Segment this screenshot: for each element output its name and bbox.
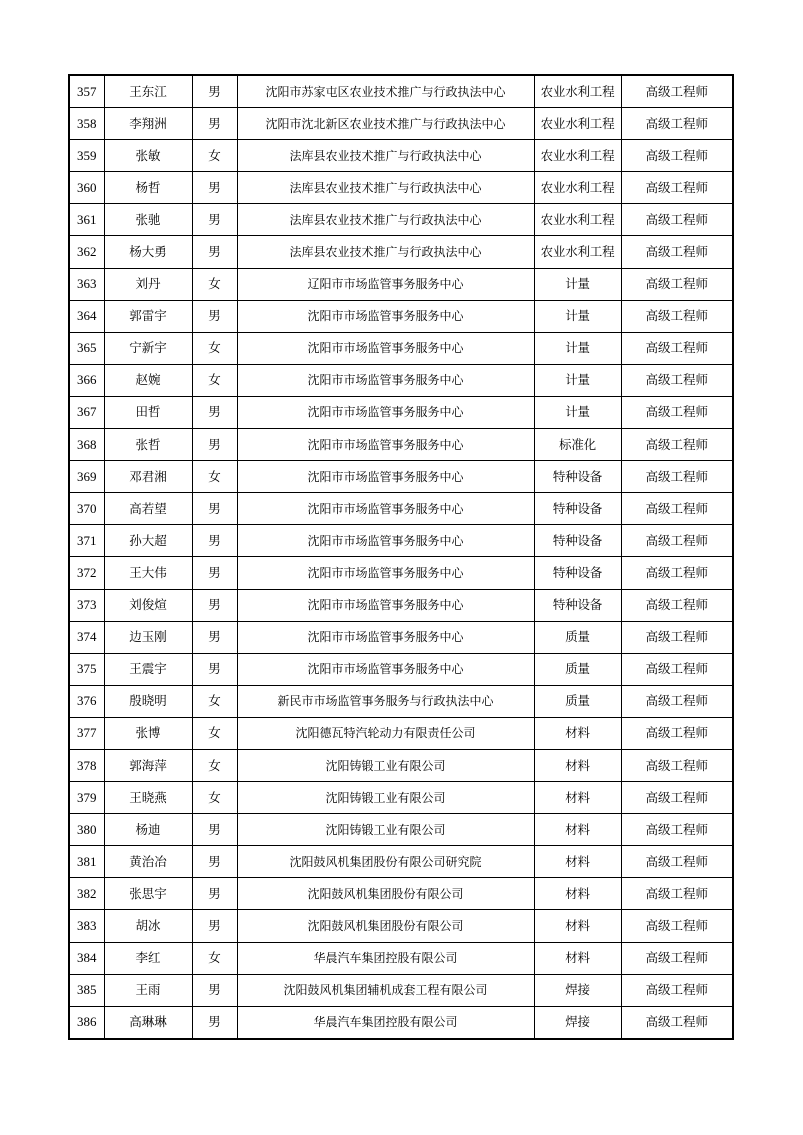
gender-cell: 男: [192, 814, 237, 846]
specialty-cell: 计量: [534, 396, 621, 428]
serial-number-cell: 384: [69, 942, 104, 974]
name-cell: 杨哲: [104, 172, 192, 204]
table-row: [69, 942, 733, 974]
specialty-cell: 材料: [534, 846, 621, 878]
specialty-cell: 焊接: [534, 1006, 621, 1039]
gender-cell: 女: [192, 461, 237, 493]
organization-cell: 法库县农业技术推广与行政执法中心: [237, 204, 534, 236]
specialty-cell: 材料: [534, 814, 621, 846]
name-cell: 张敏: [104, 140, 192, 172]
table-row: [69, 493, 733, 525]
gender-cell: 女: [192, 942, 237, 974]
organization-cell: 沈阳市市场监管事务服务中心: [237, 396, 534, 428]
organization-cell: 沈阳铸锻工业有限公司: [237, 782, 534, 814]
organization-cell: 沈阳市市场监管事务服务中心: [237, 332, 534, 364]
serial-number-cell: 361: [69, 204, 104, 236]
serial-number-cell: 385: [69, 974, 104, 1006]
serial-number-cell: 366: [69, 364, 104, 396]
serial-number-cell: 365: [69, 332, 104, 364]
table-row: [69, 782, 733, 814]
title-cell: 高级工程师: [621, 493, 733, 525]
serial-number-cell: 376: [69, 685, 104, 717]
organization-cell: 沈阳铸锻工业有限公司: [237, 814, 534, 846]
table-row: [69, 910, 733, 942]
organization-cell: 沈阳鼓风机集团股份有限公司: [237, 910, 534, 942]
gender-cell: 男: [192, 525, 237, 557]
name-cell: 黄治冶: [104, 846, 192, 878]
gender-cell: 男: [192, 172, 237, 204]
name-cell: 高琳琳: [104, 1006, 192, 1039]
serial-number-cell: 373: [69, 589, 104, 621]
serial-number-cell: 359: [69, 140, 104, 172]
organization-cell: 沈阳鼓风机集团股份有限公司研究院: [237, 846, 534, 878]
table-row: [69, 653, 733, 685]
title-cell: 高级工程师: [621, 557, 733, 589]
specialty-cell: 材料: [534, 910, 621, 942]
serial-number-cell: 370: [69, 493, 104, 525]
organization-cell: 新民市市场监管事务服务与行政执法中心: [237, 685, 534, 717]
table-row: [69, 717, 733, 749]
name-cell: 王晓燕: [104, 782, 192, 814]
gender-cell: 男: [192, 974, 237, 1006]
name-cell: 孙大超: [104, 525, 192, 557]
gender-cell: 女: [192, 717, 237, 749]
title-cell: 高级工程师: [621, 1006, 733, 1039]
gender-cell: 女: [192, 364, 237, 396]
title-cell: 高级工程师: [621, 846, 733, 878]
organization-cell: 沈阳鼓风机集团辅机成套工程有限公司: [237, 974, 534, 1006]
title-cell: 高级工程师: [621, 172, 733, 204]
table-row: [69, 974, 733, 1006]
title-cell: 高级工程师: [621, 749, 733, 781]
specialty-cell: 特种设备: [534, 589, 621, 621]
serial-number-cell: 383: [69, 910, 104, 942]
gender-cell: 男: [192, 396, 237, 428]
title-cell: 高级工程师: [621, 461, 733, 493]
serial-number-cell: 357: [69, 75, 104, 108]
specialty-cell: 材料: [534, 878, 621, 910]
table-row: [69, 846, 733, 878]
table-row: [69, 396, 733, 428]
table-row: [69, 204, 733, 236]
organization-cell: 沈阳市市场监管事务服务中心: [237, 300, 534, 332]
specialty-cell: 农业水利工程: [534, 236, 621, 268]
table-row: [69, 268, 733, 300]
specialty-cell: 农业水利工程: [534, 172, 621, 204]
table-row: [69, 300, 733, 332]
gender-cell: 男: [192, 878, 237, 910]
organization-cell: 沈阳市苏家屯区农业技术推广与行政执法中心: [237, 75, 534, 108]
organization-cell: 华晨汽车集团控股有限公司: [237, 942, 534, 974]
table-row: [69, 108, 733, 140]
serial-number-cell: 381: [69, 846, 104, 878]
table-row: [69, 140, 733, 172]
serial-number-cell: 374: [69, 621, 104, 653]
title-cell: 高级工程师: [621, 910, 733, 942]
organization-cell: 沈阳市市场监管事务服务中心: [237, 525, 534, 557]
name-cell: 邓君湘: [104, 461, 192, 493]
table-row: [69, 236, 733, 268]
serial-number-cell: 377: [69, 717, 104, 749]
personnel-table-body: [69, 75, 733, 1039]
name-cell: 赵婉: [104, 364, 192, 396]
personnel-table: [68, 74, 734, 1040]
name-cell: 李红: [104, 942, 192, 974]
table-row: [69, 814, 733, 846]
serial-number-cell: 380: [69, 814, 104, 846]
title-cell: 高级工程师: [621, 589, 733, 621]
name-cell: 张驰: [104, 204, 192, 236]
organization-cell: 法库县农业技术推广与行政执法中心: [237, 236, 534, 268]
gender-cell: 男: [192, 910, 237, 942]
title-cell: 高级工程师: [621, 782, 733, 814]
name-cell: 张哲: [104, 429, 192, 461]
name-cell: 郭海萍: [104, 749, 192, 781]
organization-cell: 沈阳市市场监管事务服务中心: [237, 557, 534, 589]
table-row: [69, 525, 733, 557]
specialty-cell: 计量: [534, 364, 621, 396]
gender-cell: 男: [192, 493, 237, 525]
title-cell: 高级工程师: [621, 300, 733, 332]
name-cell: 杨迪: [104, 814, 192, 846]
name-cell: 刘俊煊: [104, 589, 192, 621]
serial-number-cell: 378: [69, 749, 104, 781]
specialty-cell: 特种设备: [534, 493, 621, 525]
gender-cell: 男: [192, 846, 237, 878]
title-cell: 高级工程师: [621, 974, 733, 1006]
name-cell: 殷晓明: [104, 685, 192, 717]
specialty-cell: 特种设备: [534, 461, 621, 493]
organization-cell: 华晨汽车集团控股有限公司: [237, 1006, 534, 1039]
organization-cell: 辽阳市市场监管事务服务中心: [237, 268, 534, 300]
organization-cell: 沈阳市市场监管事务服务中心: [237, 429, 534, 461]
specialty-cell: 计量: [534, 268, 621, 300]
gender-cell: 男: [192, 300, 237, 332]
gender-cell: 女: [192, 332, 237, 364]
name-cell: 王东江: [104, 75, 192, 108]
organization-cell: 法库县农业技术推广与行政执法中心: [237, 172, 534, 204]
specialty-cell: 特种设备: [534, 525, 621, 557]
specialty-cell: 特种设备: [534, 557, 621, 589]
table-row: [69, 332, 733, 364]
title-cell: 高级工程师: [621, 814, 733, 846]
title-cell: 高级工程师: [621, 525, 733, 557]
organization-cell: 法库县农业技术推广与行政执法中心: [237, 140, 534, 172]
name-cell: 胡冰: [104, 910, 192, 942]
organization-cell: 沈阳市市场监管事务服务中心: [237, 461, 534, 493]
title-cell: 高级工程师: [621, 140, 733, 172]
serial-number-cell: 382: [69, 878, 104, 910]
name-cell: 宁新宇: [104, 332, 192, 364]
serial-number-cell: 386: [69, 1006, 104, 1039]
specialty-cell: 计量: [534, 332, 621, 364]
gender-cell: 女: [192, 140, 237, 172]
serial-number-cell: 375: [69, 653, 104, 685]
serial-number-cell: 379: [69, 782, 104, 814]
name-cell: 王震宇: [104, 653, 192, 685]
organization-cell: 沈阳市市场监管事务服务中心: [237, 653, 534, 685]
serial-number-cell: 367: [69, 396, 104, 428]
serial-number-cell: 363: [69, 268, 104, 300]
gender-cell: 男: [192, 653, 237, 685]
title-cell: 高级工程师: [621, 268, 733, 300]
specialty-cell: 农业水利工程: [534, 75, 621, 108]
name-cell: 郭雷宇: [104, 300, 192, 332]
organization-cell: 沈阳铸锻工业有限公司: [237, 749, 534, 781]
organization-cell: 沈阳市市场监管事务服务中心: [237, 493, 534, 525]
table-row: [69, 878, 733, 910]
table-row: [69, 557, 733, 589]
name-cell: 田哲: [104, 396, 192, 428]
name-cell: 杨大勇: [104, 236, 192, 268]
table-row: [69, 429, 733, 461]
serial-number-cell: 372: [69, 557, 104, 589]
title-cell: 高级工程师: [621, 108, 733, 140]
specialty-cell: 焊接: [534, 974, 621, 1006]
table-row: [69, 749, 733, 781]
organization-cell: 沈阳德瓦特汽轮动力有限责任公司: [237, 717, 534, 749]
organization-cell: 沈阳市市场监管事务服务中心: [237, 621, 534, 653]
table-row: [69, 364, 733, 396]
name-cell: 王大伟: [104, 557, 192, 589]
serial-number-cell: 364: [69, 300, 104, 332]
gender-cell: 女: [192, 782, 237, 814]
title-cell: 高级工程师: [621, 396, 733, 428]
table-row: [69, 589, 733, 621]
specialty-cell: 农业水利工程: [534, 108, 621, 140]
serial-number-cell: 358: [69, 108, 104, 140]
title-cell: 高级工程师: [621, 653, 733, 685]
specialty-cell: 农业水利工程: [534, 204, 621, 236]
name-cell: 王雨: [104, 974, 192, 1006]
title-cell: 高级工程师: [621, 236, 733, 268]
name-cell: 张博: [104, 717, 192, 749]
title-cell: 高级工程师: [621, 878, 733, 910]
organization-cell: 沈阳鼓风机集团股份有限公司: [237, 878, 534, 910]
gender-cell: 女: [192, 749, 237, 781]
gender-cell: 女: [192, 685, 237, 717]
specialty-cell: 计量: [534, 300, 621, 332]
gender-cell: 男: [192, 236, 237, 268]
organization-cell: 沈阳市沈北新区农业技术推广与行政执法中心: [237, 108, 534, 140]
title-cell: 高级工程师: [621, 332, 733, 364]
serial-number-cell: 371: [69, 525, 104, 557]
serial-number-cell: 368: [69, 429, 104, 461]
title-cell: 高级工程师: [621, 942, 733, 974]
title-cell: 高级工程师: [621, 75, 733, 108]
table-row: [69, 685, 733, 717]
specialty-cell: 质量: [534, 685, 621, 717]
table-row: [69, 172, 733, 204]
specialty-cell: 标准化: [534, 429, 621, 461]
specialty-cell: 质量: [534, 653, 621, 685]
gender-cell: 男: [192, 1006, 237, 1039]
gender-cell: 男: [192, 621, 237, 653]
title-cell: 高级工程师: [621, 685, 733, 717]
gender-cell: 男: [192, 557, 237, 589]
title-cell: 高级工程师: [621, 204, 733, 236]
specialty-cell: 质量: [534, 621, 621, 653]
organization-cell: 沈阳市市场监管事务服务中心: [237, 589, 534, 621]
specialty-cell: 农业水利工程: [534, 140, 621, 172]
table-row: [69, 75, 733, 108]
gender-cell: 男: [192, 589, 237, 621]
specialty-cell: 材料: [534, 717, 621, 749]
gender-cell: 男: [192, 108, 237, 140]
name-cell: 高若望: [104, 493, 192, 525]
serial-number-cell: 362: [69, 236, 104, 268]
organization-cell: 沈阳市市场监管事务服务中心: [237, 364, 534, 396]
table-row: [69, 461, 733, 493]
gender-cell: 男: [192, 429, 237, 461]
name-cell: 边玉刚: [104, 621, 192, 653]
specialty-cell: 材料: [534, 782, 621, 814]
serial-number-cell: 360: [69, 172, 104, 204]
title-cell: 高级工程师: [621, 717, 733, 749]
title-cell: 高级工程师: [621, 429, 733, 461]
name-cell: 李翔洲: [104, 108, 192, 140]
specialty-cell: 材料: [534, 749, 621, 781]
serial-number-cell: 369: [69, 461, 104, 493]
specialty-cell: 材料: [534, 942, 621, 974]
gender-cell: 女: [192, 268, 237, 300]
title-cell: 高级工程师: [621, 621, 733, 653]
name-cell: 刘丹: [104, 268, 192, 300]
table-row: [69, 1006, 733, 1039]
name-cell: 张思宇: [104, 878, 192, 910]
gender-cell: 男: [192, 75, 237, 108]
table-row: [69, 621, 733, 653]
title-cell: 高级工程师: [621, 364, 733, 396]
gender-cell: 男: [192, 204, 237, 236]
